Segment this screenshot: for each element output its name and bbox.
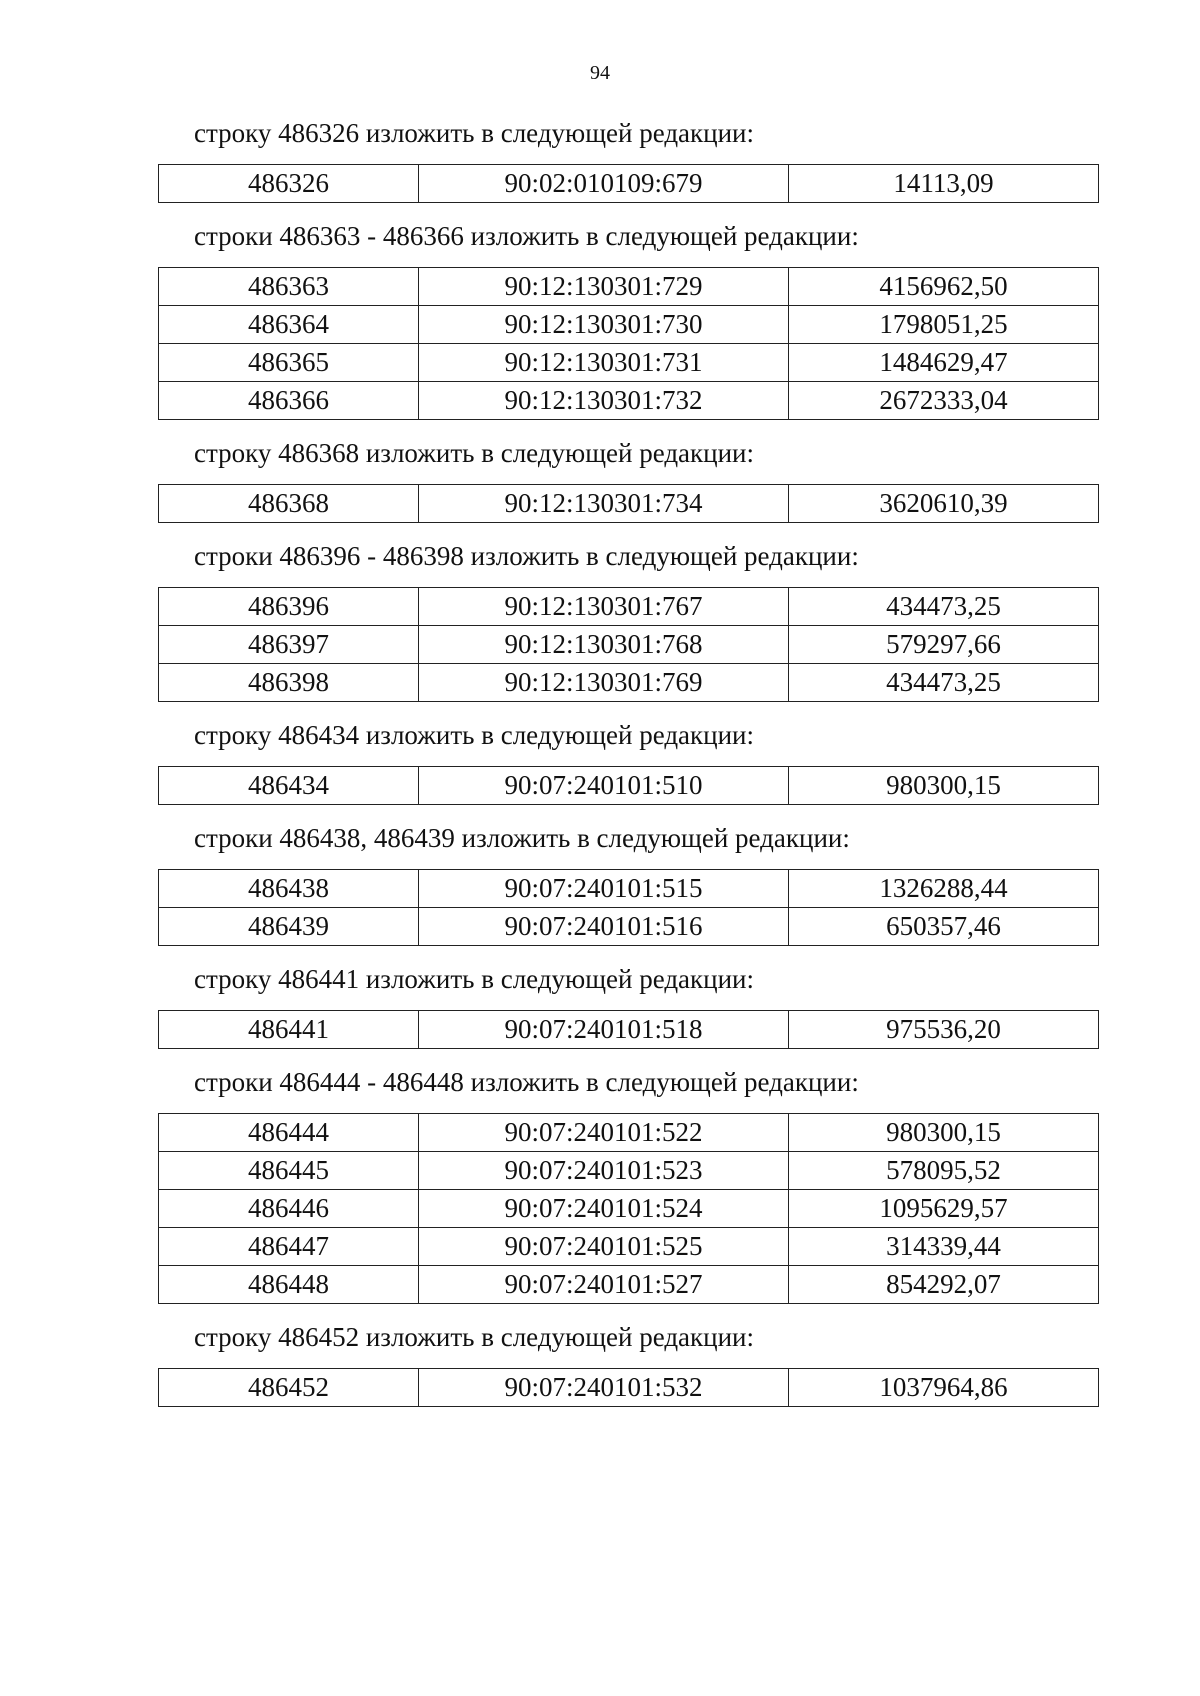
table-row [159,588,1099,626]
table-row [159,767,1099,805]
table-row [159,870,1099,908]
row-number-cell: 486366 [159,382,419,420]
value-cell: 2672333,04 [789,382,1099,420]
amendment-instruction: строки 486396 - 486398 изложить в следующей редакции: [194,541,859,571]
amendment-instruction: строки 486438, 486439 изложить в следующей редакции: [194,823,850,853]
cadastral-number-cell: 90:07:240101:532 [419,1369,789,1407]
value-cell: 1326288,44 [789,870,1099,908]
amendment-instruction: строку 486368 изложить в следующей редакции: [194,438,755,468]
table-row [159,664,1099,702]
cadastral-number-cell: 90:07:240101:515 [419,870,789,908]
row-number-cell: 486438 [159,870,419,908]
document-body [158,116,1098,1423]
value-cell: 650357,46 [789,908,1099,946]
amendment-instruction: строки 486444 - 486448 изложить в следующей редакции: [194,1067,859,1097]
row-number-cell: 486447 [159,1228,419,1266]
value-cell: 1798051,25 [789,306,1099,344]
cadastral-number-cell: 90:07:240101:523 [419,1152,789,1190]
cadastral-number-cell: 90:12:130301:769 [419,664,789,702]
amendment-table [158,484,1099,523]
row-number-cell: 486363 [159,268,419,306]
row-number-cell: 486397 [159,626,419,664]
row-number-cell: 486452 [159,1369,419,1407]
cadastral-number-cell: 90:07:240101:510 [419,767,789,805]
table-row [159,382,1099,420]
amendment-section [158,116,1098,203]
value-cell: 314339,44 [789,1228,1099,1266]
cadastral-number-cell: 90:12:130301:734 [419,485,789,523]
amendment-table [158,766,1099,805]
cadastral-number-cell: 90:12:130301:731 [419,344,789,382]
amendment-instruction: строку 486452 изложить в следующей редакции: [194,1322,755,1352]
row-number-cell: 486396 [159,588,419,626]
value-cell: 980300,15 [789,1114,1099,1152]
value-cell: 4156962,50 [789,268,1099,306]
amendment-instruction: строку 486434 изложить в следующей редакции: [194,720,755,750]
row-number-cell: 486365 [159,344,419,382]
value-cell: 980300,15 [789,767,1099,805]
amendment-section [158,962,1098,1049]
value-cell: 578095,52 [789,1152,1099,1190]
value-cell: 14113,09 [789,165,1099,203]
page-number: 94 [590,62,610,84]
value-cell: 434473,25 [789,588,1099,626]
table-row [159,1228,1099,1266]
cadastral-number-cell: 90:07:240101:525 [419,1228,789,1266]
amendment-section [158,821,1098,946]
row-number-cell: 486444 [159,1114,419,1152]
amendment-table [158,164,1099,203]
value-cell: 579297,66 [789,626,1099,664]
table-row [159,1190,1099,1228]
cadastral-number-cell: 90:02:010109:679 [419,165,789,203]
row-number-cell: 486326 [159,165,419,203]
amendment-table [158,1113,1099,1304]
cadastral-number-cell: 90:07:240101:527 [419,1266,789,1304]
table-row [159,485,1099,523]
table-row [159,165,1099,203]
amendment-section [158,219,1098,420]
amendment-instruction: строку 486326 изложить в следующей редакции: [194,118,755,148]
table-row [159,306,1099,344]
amendment-section [158,718,1098,805]
row-number-cell: 486364 [159,306,419,344]
value-cell: 3620610,39 [789,485,1099,523]
table-row [159,268,1099,306]
row-number-cell: 486398 [159,664,419,702]
amendment-section [158,1065,1098,1304]
table-row [159,344,1099,382]
row-number-cell: 486445 [159,1152,419,1190]
row-number-cell: 486448 [159,1266,419,1304]
amendment-table [158,869,1099,946]
row-number-cell: 486368 [159,485,419,523]
value-cell: 1484629,47 [789,344,1099,382]
amendment-section [158,539,1098,702]
amendment-table [158,1368,1099,1407]
table-row [159,1266,1099,1304]
row-number-cell: 486439 [159,908,419,946]
table-row [159,908,1099,946]
table-row [159,626,1099,664]
table-row [159,1011,1099,1049]
table-row [159,1152,1099,1190]
value-cell: 1095629,57 [789,1190,1099,1228]
amendment-section [158,436,1098,523]
row-number-cell: 486441 [159,1011,419,1049]
row-number-cell: 486446 [159,1190,419,1228]
value-cell: 854292,07 [789,1266,1099,1304]
cadastral-number-cell: 90:07:240101:524 [419,1190,789,1228]
amendment-table [158,1010,1099,1049]
amendment-table [158,587,1099,702]
value-cell: 975536,20 [789,1011,1099,1049]
amendment-section [158,1320,1098,1407]
amendment-instruction: строку 486441 изложить в следующей редакции: [194,964,755,994]
cadastral-number-cell: 90:12:130301:767 [419,588,789,626]
cadastral-number-cell: 90:07:240101:518 [419,1011,789,1049]
row-number-cell: 486434 [159,767,419,805]
cadastral-number-cell: 90:12:130301:729 [419,268,789,306]
value-cell: 1037964,86 [789,1369,1099,1407]
amendment-instruction: строки 486363 - 486366 изложить в следующей редакции: [194,221,859,251]
amendment-table [158,267,1099,420]
cadastral-number-cell: 90:12:130301:768 [419,626,789,664]
cadastral-number-cell: 90:07:240101:516 [419,908,789,946]
cadastral-number-cell: 90:07:240101:522 [419,1114,789,1152]
value-cell: 434473,25 [789,664,1099,702]
table-row [159,1114,1099,1152]
table-row [159,1369,1099,1407]
cadastral-number-cell: 90:12:130301:730 [419,306,789,344]
cadastral-number-cell: 90:12:130301:732 [419,382,789,420]
